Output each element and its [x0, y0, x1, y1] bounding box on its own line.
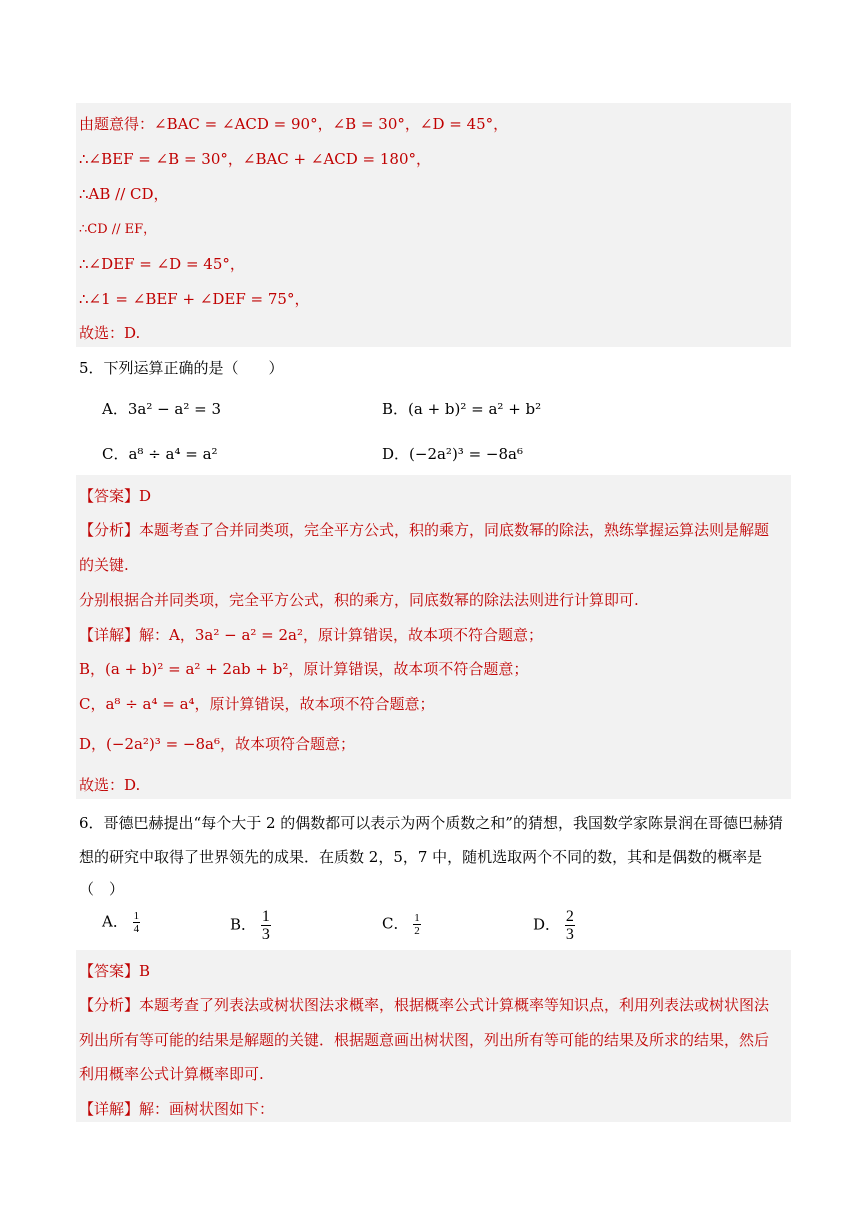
analysis-line — [79, 519, 769, 540]
question-6-stem: （ ） — [79, 880, 125, 898]
solution-line: ∴AB // CD， — [79, 185, 169, 203]
solution-conclusion: 故选：D. — [79, 776, 141, 794]
answer-label: 【答案】D — [79, 487, 152, 505]
detail-line: B，(a + b)² = a² + 2ab + b²，原计算错误，故本项不符合题意； — [79, 660, 529, 678]
solution-conclusion: 故选：D. — [79, 324, 141, 342]
analysis-tag: 【分析】 — [79, 996, 140, 1014]
option-label: B． — [230, 915, 257, 934]
option-c: C．a⁸ ÷ a⁴ = a² — [102, 445, 218, 463]
answer-label: 【答案】B — [79, 962, 151, 980]
question-6-stem: 想的研究中取得了世界领先的成果．在质数 2，5，7 中，随机选取两个不同的数，其和是偶数的概率是 — [79, 848, 763, 866]
option-label: A． — [102, 912, 128, 931]
detail-line: C，a⁸ ÷ a⁴ = a⁴，原计算错误，故本项不符合题意； — [79, 695, 435, 713]
fraction: $\frac{1}{2}$ — [414, 912, 420, 937]
solution-line: ∴CD // EF， — [79, 222, 157, 237]
question-5-stem: 5．下列运算正确的是（ ） — [79, 359, 284, 377]
solution-block-q4 — [76, 103, 791, 347]
detail-line: D，(−2a²)³ = −8a⁶，故本项符合题意； — [79, 735, 355, 753]
analysis-line: 列出所有等可能的结果是解题的关键．根据题意画出树状图，列出所有等可能的结果及所求的结果，然后 — [79, 1031, 770, 1049]
option-b: B．(a + b)² = a² + b² — [382, 400, 542, 418]
solution-line: ∴∠BEF = ∠B = 30°，∠BAC + ∠ACD = 180°， — [79, 150, 432, 168]
detail-text: 解：画树状图如下： — [139, 1100, 275, 1118]
analysis-text: 本题考查了合并同类项，完全平方公式，积的乘方，同底数幂的除法，熟练掌握运算法则是解题 — [139, 521, 770, 539]
analysis-line — [79, 994, 769, 1015]
detail-line — [79, 624, 543, 645]
analysis-text: 本题考查了列表法或树状图法求概率，根据概率公式计算概率等知识点，利用列表法或树状图法 — [139, 996, 770, 1014]
option-a — [102, 910, 140, 935]
option-a: A．3a² − a² = 3 — [102, 400, 222, 418]
solution-line: 由题意得：∠BAC = ∠ACD = 90°，∠B = 30°，∠D = 45°， — [79, 115, 509, 133]
fraction: $\frac{1}{3}$ — [261, 908, 270, 943]
solution-line: ∴∠DEF = ∠D = 45°， — [79, 255, 245, 273]
detail-tag: 【详解】 — [79, 1100, 140, 1118]
option-d: D．(−2a²)³ = −8a⁶ — [382, 445, 523, 463]
option-label: D． — [533, 915, 561, 934]
analysis-line: 分别根据合并同类项，完全平方公式，积的乘方，同底数幂的除法法则进行计算即可. — [79, 591, 639, 609]
detail-line — [79, 1098, 274, 1119]
option-label: C． — [382, 914, 409, 933]
solution-line: ∴∠1 = ∠BEF + ∠DEF = 75°， — [79, 290, 310, 308]
fraction: $\frac{1}{4}$ — [133, 910, 140, 935]
analysis-line: 的关键. — [79, 556, 129, 574]
analysis-line: 利用概率公式计算概率即可. — [79, 1065, 264, 1083]
option-b — [230, 908, 271, 943]
fraction: $\frac{2}{3}$ — [565, 908, 574, 943]
option-d — [533, 908, 575, 943]
analysis-tag: 【分析】 — [79, 521, 140, 539]
detail-tag: 【详解】 — [79, 626, 140, 644]
option-c — [382, 912, 421, 937]
question-6-stem: 6．哥德巴赫提出“每个大于 2 的偶数都可以表示为两个质数之和”的猜想，我国数学家陈景润在哥德巴赫猜 — [79, 814, 783, 832]
detail-text: 解：A，3a² − a² = 2a²，原计算错误，故本项不符合题意； — [139, 626, 544, 644]
